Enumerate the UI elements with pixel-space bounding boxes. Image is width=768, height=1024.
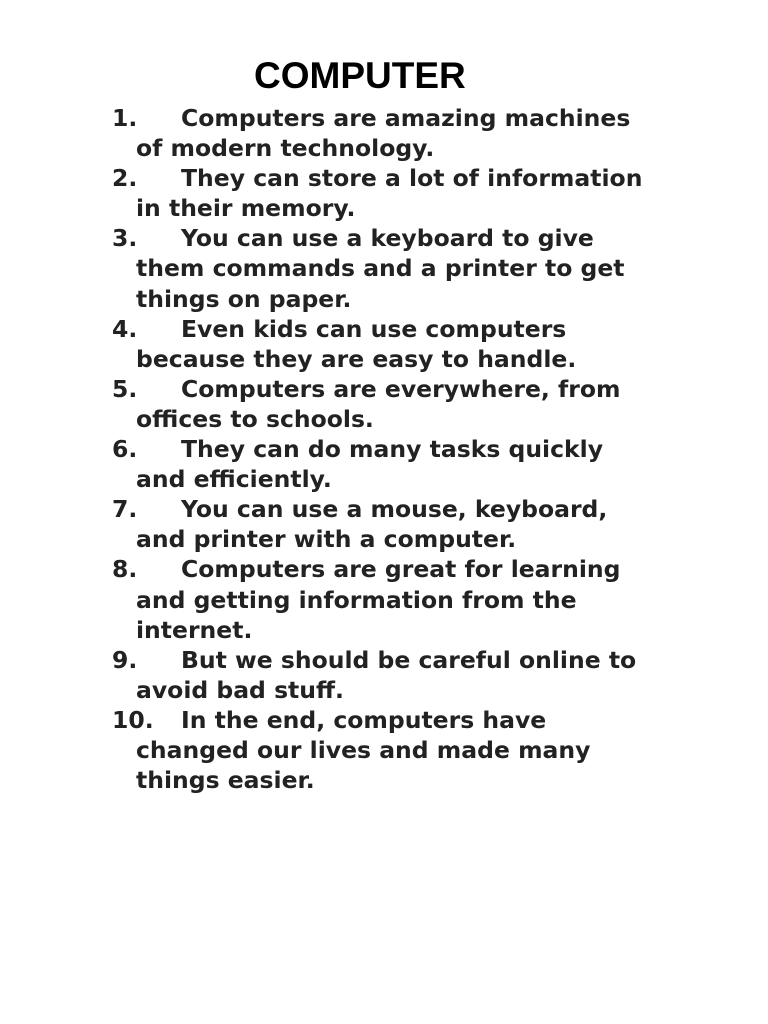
list-item-number: 1. [112,104,138,132]
list-item-number: 7. [112,495,138,524]
list-item [112,163,712,223]
list-item [112,554,712,644]
list-item-text: They can store a lot of information [181,164,643,193]
list-item-text: and printer with a computer. [136,525,517,554]
list-item-text: and getting information from the [136,585,577,614]
list-item-text: internet. [136,615,253,644]
list-item-text: You can use a keyboard to give [181,224,594,253]
list-item-first-line [112,103,712,133]
numbered-list [112,103,712,795]
document-title: COMPUTER [254,55,466,96]
list-item-text: In the end, computers have [181,705,547,734]
list-item-text: They can do many tasks quickly [181,435,604,464]
list-item [112,705,712,795]
list-item-first-line [112,374,712,404]
list-item [112,314,712,374]
list-item-text: things easier. [136,766,315,795]
list-item-first-line [112,314,712,344]
list-item-text: of modern technology. [136,134,435,163]
list-item-first-line [112,434,712,464]
list-item-first-line [112,223,712,253]
list-item-text: them commands and a printer to get [136,254,625,283]
list-item-text: Computers are great for learning [181,555,621,584]
list-item-text: avoid bad stuff. [136,675,344,704]
list-item-text: Computers are amazing machines [181,104,631,132]
list-item-number: 6. [112,435,138,464]
list-item-first-line [112,645,712,675]
list-item-number: 5. [112,374,138,403]
list-item [112,103,712,163]
list-item-text: changed our lives and made many [136,735,591,764]
list-item-text: and efficiently. [136,465,332,494]
list-item-text: Even kids can use computers [181,314,567,343]
list-item-number: 3. [112,224,138,253]
list-item-number: 10. [112,705,154,734]
list-item [112,494,712,554]
list-item [112,645,712,705]
list-item [112,223,712,313]
list-item-first-line [112,705,712,735]
list-item-number: 4. [112,314,138,343]
list-item-text: You can use a mouse, keyboard, [181,495,608,524]
list-item-first-line [112,163,712,193]
list-item-first-line [112,494,712,524]
list-item-first-line [112,554,712,584]
list-item-number: 8. [112,555,138,584]
list-item-text: in their memory. [136,194,356,223]
list-item [112,434,712,494]
list-item-text: things on paper. [136,284,352,313]
list-item-text: offices to schools. [136,404,374,433]
list-item-text: because they are easy to handle. [136,344,577,373]
list-item-number: 9. [112,645,138,674]
list-item [112,374,712,434]
list-item-number: 2. [112,164,138,193]
list-item-text: But we should be careful online to [181,645,637,674]
list-item-text: Computers are everywhere, from [181,374,621,403]
